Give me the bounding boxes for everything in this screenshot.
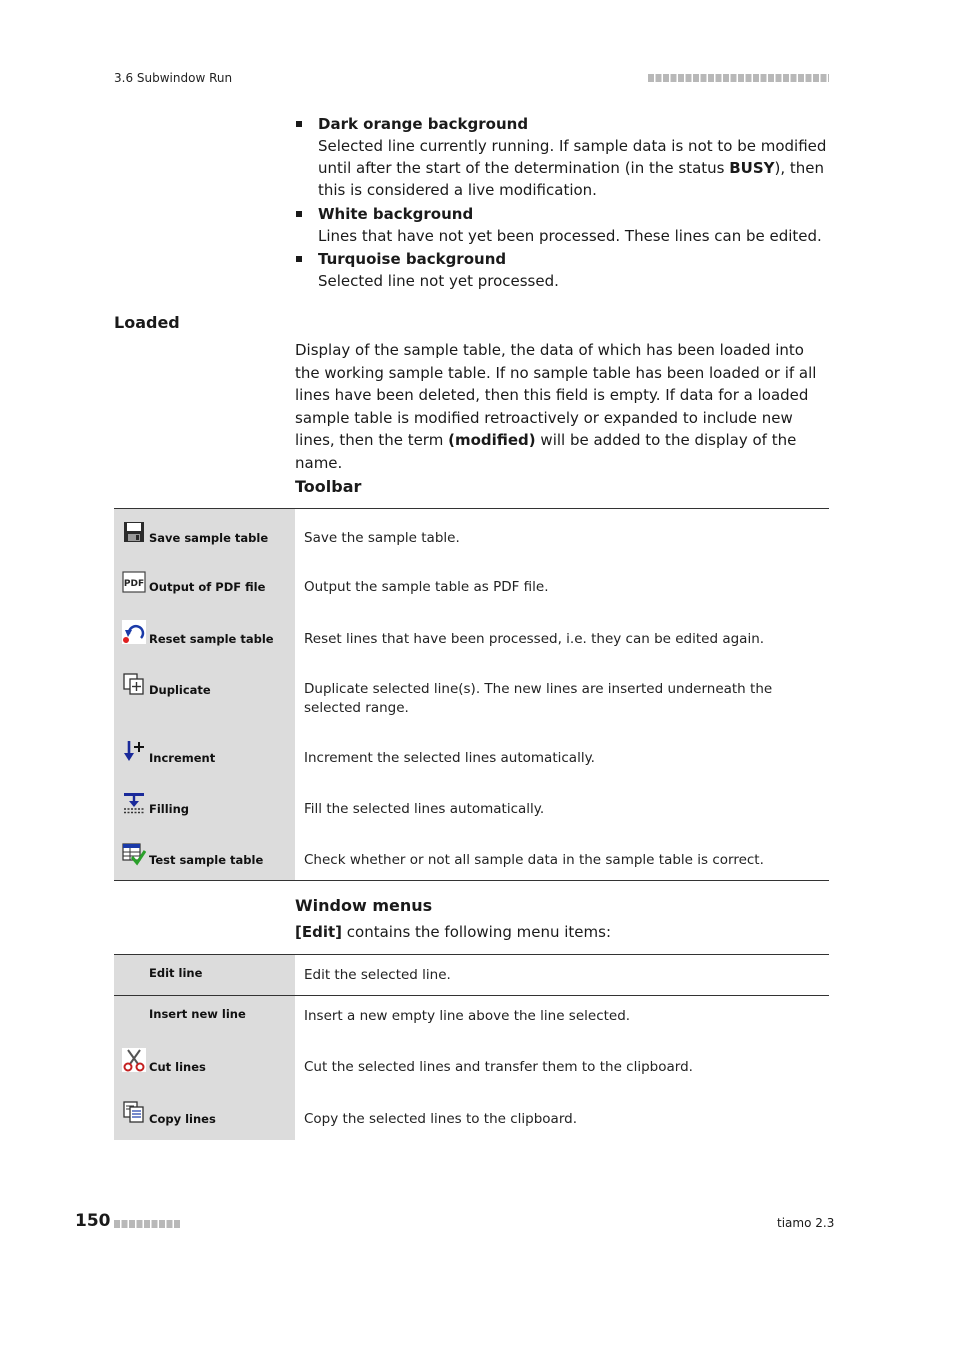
bullet-title: Dark orange background [318,115,529,133]
footer-dots [114,1220,181,1228]
pdf-icon [122,570,146,594]
loaded-paragraph: Display of the sample table, the data of which has been loaded into the working sample table. If no sample table has been loaded or if all lines have been deleted, then this field is empty. If data for a loaded sample table is modified retroactively or expanded to include new lines, then the term (modified) will be added to the display of the name. [295,341,817,472]
bullet-title: White background [318,205,474,223]
toolbar-label: Increment [149,751,216,765]
menu-desc: Copy the selected lines to the clipboard. [304,1111,578,1127]
toolbar-label: Save sample table [149,531,269,545]
window-menus-intro: [Edit] contains the following menu items: [295,923,612,941]
toolbar-label: Filling [149,802,190,816]
toolbar-desc: Increment the selected lines automatically. [304,750,595,766]
menu-label-column-1 [114,955,295,995]
menu-desc: Cut the selected lines and transfer them to the clipboard. [304,1059,693,1075]
svg-text:PDF: PDF [123,579,145,589]
scissors-icon [122,1048,146,1072]
bullet-desc: Selected line not yet processed. [318,272,559,290]
toolbar-label: Test sample table [149,853,264,867]
product-name: tiamo 2.3 [777,1216,835,1230]
test-icon [122,842,146,866]
duplicate-icon [122,672,146,696]
running-header: 3.6 Subwindow Run [114,71,233,85]
menu-label: Cut lines [149,1060,206,1074]
toolbar-label: Duplicate [149,683,211,697]
header-dots [648,74,829,82]
bullet-square [296,211,302,217]
toolbar-label: Reset sample table [149,632,274,646]
copy-icon [122,1100,146,1124]
bullet-white [296,203,836,248]
toolbar-heading: Toolbar [295,477,362,496]
save-icon [122,520,146,544]
bullet-turquoise [296,248,836,293]
toolbar-label: Output of PDF file [149,580,266,594]
bullet-title: Turquoise background [318,250,507,268]
table-bottom-rule [114,880,829,881]
toolbar-desc: Output the sample table as PDF file. [304,579,549,595]
increment-icon [122,739,146,763]
menu-label: Edit line [149,966,203,980]
menu-label: Insert new line [149,1007,246,1021]
bullet-desc: Lines that have not yet been processed. These lines can be edited. [318,227,822,245]
bullet-square [296,256,302,262]
toolbar-desc: Duplicate selected line(s). The new lines are inserted underneath the selected range. [304,681,773,716]
window-menus-heading: Window menus [295,896,433,915]
loaded-heading: Loaded [114,313,180,332]
page-number: 150 [75,1211,111,1231]
bullet-square [296,121,302,127]
toolbar-desc: Fill the selected lines automatically. [304,801,545,817]
menu-desc: Edit the selected line. [304,967,451,983]
bullet-dark-orange [296,113,836,203]
menu-label: Copy lines [149,1112,216,1126]
reset-icon [122,620,146,644]
toolbar-desc: Check whether or not all sample data in the sample table is correct. [304,852,764,868]
toolbar-desc: Save the sample table. [304,530,460,546]
menu-desc: Insert a new empty line above the line selected. [304,1008,631,1024]
toolbar-desc: Reset lines that have been processed, i.e. they can be edited again. [304,631,765,647]
filling-icon [122,791,146,815]
bullet-desc: Selected line currently running. If sample data is not to be modified until after the start of the determination (in the status BUSY), then this is considered a live modification. [318,137,827,199]
